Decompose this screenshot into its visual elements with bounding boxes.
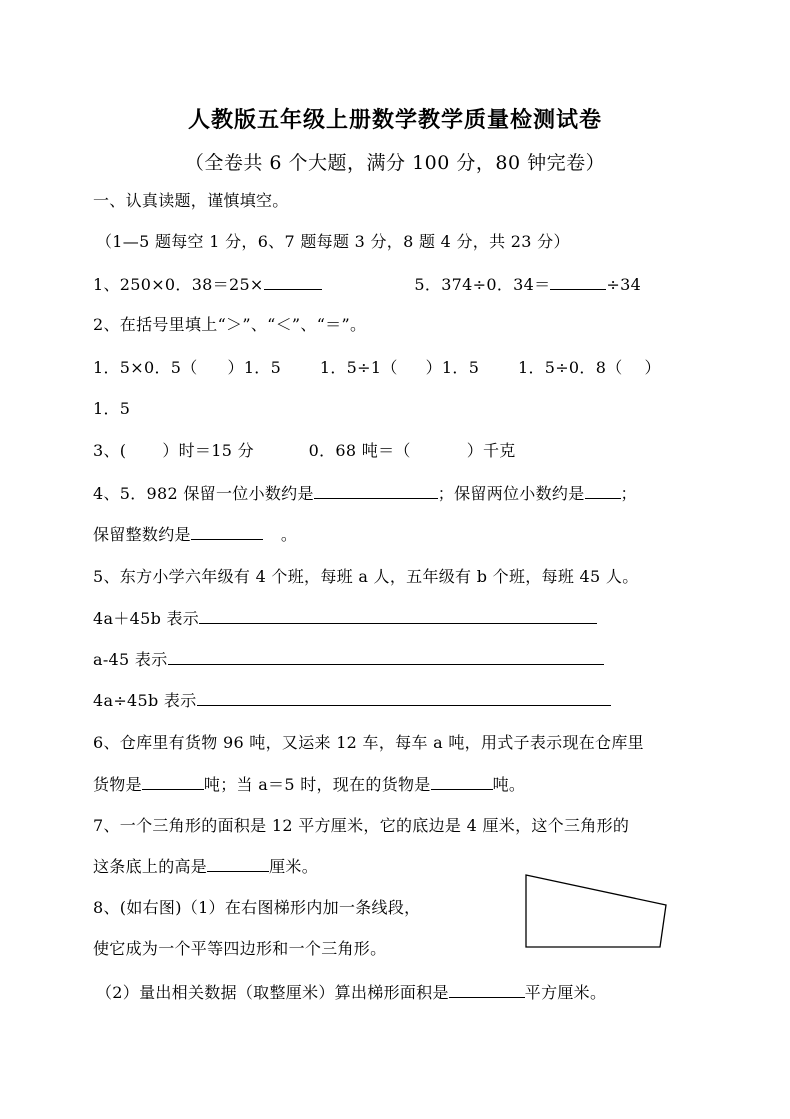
question-4-cont xyxy=(93,523,297,546)
question-8-part-2 xyxy=(96,981,606,1004)
question-8: 8、(如右图)（1）在右图梯形内加一条线段， xyxy=(93,898,421,917)
q2-item-c-left: 1．5÷0．8（ xyxy=(517,358,623,377)
question-6: 6、仓库里有货物 96 吨，又运来 12 车，每车 a 吨，用式子表示现在仓库里 xyxy=(93,733,644,752)
question-7: 7、一个三角形的面积是 12 平方厘米，它的底边是 4 厘米，这个三角形的 xyxy=(93,816,630,835)
q7-blank[interactable] xyxy=(207,855,269,872)
q4-blank-3[interactable] xyxy=(191,523,263,540)
question-6-cont xyxy=(93,773,525,796)
q1-right-text: 5．374÷0．34＝ xyxy=(414,275,551,294)
q5-e1-blank[interactable] xyxy=(199,607,597,624)
q4-part-5: 。 xyxy=(280,525,298,544)
q5-e2-blank[interactable] xyxy=(168,648,604,665)
q6-part-2: 吨；当 a＝5 时，现在的货物是 xyxy=(203,775,431,794)
question-8-line-2: 使它成为一个平等四边形和一个三角形。 xyxy=(93,939,387,958)
question-1 xyxy=(93,273,641,296)
q4-part-3: ； xyxy=(620,484,637,503)
trapezoid-shape xyxy=(526,875,666,947)
question-4 xyxy=(93,482,637,505)
q5-expression-2 xyxy=(93,648,604,671)
q8-part-2-text: （2）量出相关数据（取整厘米）算出梯形面积是 xyxy=(96,983,449,1002)
q3-item-b-right: ）千克 xyxy=(466,441,516,460)
q4-part-2: ；保留两位小数约是 xyxy=(437,484,585,503)
q6-blank-1[interactable] xyxy=(142,773,204,790)
page-subtitle: （全卷共 6 个大题，满分 100 分，80 钟完卷） xyxy=(184,152,606,174)
question-5: 5、东方小学六年级有 4 个班，每班 a 人，五年级有 b 个班，每班 45 人。 xyxy=(93,567,639,586)
q4-part-4: 保留整数约是 xyxy=(93,525,191,544)
q3-item-a-right: ）时＝15 分 xyxy=(162,441,254,460)
q1-blank-1[interactable] xyxy=(264,273,322,290)
q7-part-1: 这条底上的高是 xyxy=(93,857,208,876)
q1-blank-2[interactable] xyxy=(550,273,606,290)
q8-blank[interactable] xyxy=(449,981,525,998)
q2-item-a-right: ）1．5 xyxy=(227,358,282,377)
q2-item-a-left: 1．5×0．5（ xyxy=(93,358,198,377)
q5-e2-label: a-45 表示 xyxy=(93,650,168,669)
q6-part-3: 吨。 xyxy=(492,775,526,794)
q2-item-b-right: ）1．5 xyxy=(425,358,480,377)
q5-e3-label: 4a÷45b 表示 xyxy=(93,691,197,710)
q5-expression-1 xyxy=(93,607,597,630)
question-7-cont xyxy=(93,855,318,878)
q4-part-1: 4、5．982 保留一位小数约是 xyxy=(93,484,314,503)
q2-item-c-right: ） xyxy=(644,358,661,377)
question-3 xyxy=(93,440,516,462)
section1-scoring: （1—5 题每空 1 分，6、7 题每题 3 分，8 题 4 分，共 23 分） xyxy=(96,232,570,251)
q1-right-tail: ÷34 xyxy=(606,275,642,294)
question-2: 2、在括号里填上“＞”、“＜”、“＝”。 xyxy=(93,315,367,334)
question-2-items xyxy=(93,357,661,379)
q1-left-text: 1、250×0．38＝25× xyxy=(93,275,264,294)
q5-e1-label: 4a＋45b 表示 xyxy=(93,609,200,628)
q6-blank-2[interactable] xyxy=(431,773,493,790)
q7-part-2: 厘米。 xyxy=(269,857,319,876)
q5-e3-blank[interactable] xyxy=(197,689,611,706)
section1-heading: 一、认真读题，谨慎填空。 xyxy=(93,191,289,210)
trapezoid-figure xyxy=(520,868,680,958)
q4-blank-2[interactable] xyxy=(585,482,621,499)
q2-item-b-left: 1．5÷1（ xyxy=(319,358,398,377)
q6-part-1: 货物是 xyxy=(93,775,142,794)
page-title: 人教版五年级上册数学教学质量检测试卷 xyxy=(187,107,602,133)
q3-item-a-left: 3、( xyxy=(93,441,127,460)
q2-item-c-continuation: 1．5 xyxy=(93,399,131,418)
q5-expression-3 xyxy=(93,689,611,712)
q4-blank-1[interactable] xyxy=(314,482,438,499)
q3-item-b-left: 0．68 吨＝（ xyxy=(308,441,411,460)
q8-part-2-tail: 平方厘米。 xyxy=(524,983,607,1002)
